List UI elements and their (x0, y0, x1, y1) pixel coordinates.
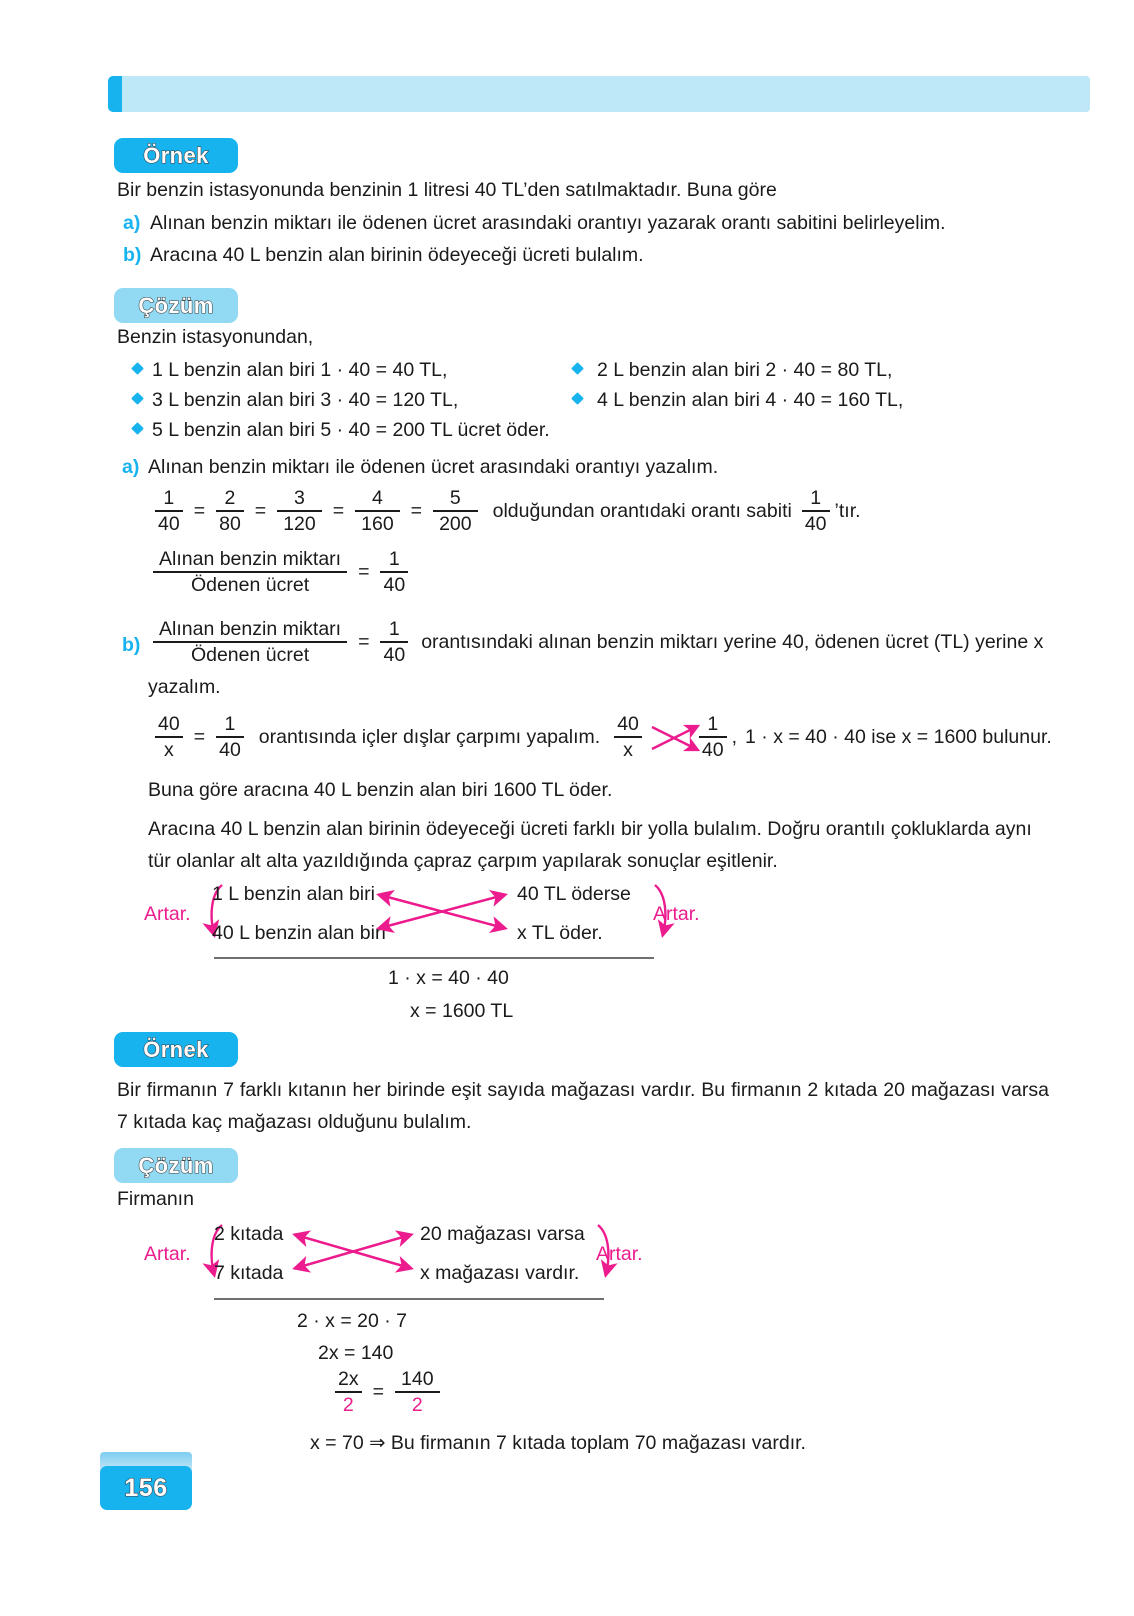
equals-sign: = (193, 500, 206, 523)
solution1-a-text: Alınan benzin miktarı ile ödenen ücret arasındaki orantıyı yazalım. (148, 456, 719, 478)
bullet-diamond-icon (131, 422, 144, 435)
cross-comma: , (731, 726, 738, 749)
fraction-1-40: $\frac{1}{40}$ (380, 617, 408, 667)
solution1-conclusion: Buna göre aracına 40 L benzin alan biri 1600 TL öder. (148, 779, 613, 801)
example1-intro: Bir benzin istasyonunda benzinin 1 litresi 40 TL’den satılmaktadır. Buna göre (117, 179, 777, 201)
header-bar-fill (122, 76, 1090, 112)
fraction-2-80: $\frac{2}{80}$ (216, 486, 244, 536)
fraction-40-x-cross: $\frac{40}{x}$ (614, 712, 642, 762)
diagram1-top-left: 1 L benzin alan biri (212, 883, 375, 905)
solution1-cross-row (150, 713, 1052, 763)
badge-ornek-1: Örnek (114, 138, 238, 173)
fraction-140-over-2: $\frac{140}{2}$ (395, 1367, 440, 1417)
solution1-bullet-3: 3 L benzin alan biri 3 · 40 = 120 TL, (152, 389, 459, 411)
fraction-word-ratio: $\frac{\text{Alınan benzin miktarı}}{\text{Ödenen ücret}}$ (153, 617, 347, 667)
diagram2-cross-arrows-icon (288, 1224, 418, 1286)
fraction-1-40: $\frac{1}{40}$ (216, 712, 244, 762)
bullet-diamond-icon (131, 392, 144, 405)
fraction-2x-over-2: $\frac{2x}{2}$ (335, 1367, 362, 1417)
example1-a-text: Alınan benzin miktarı ile ödenen ücret arasındaki orantıyı yazarak orantı sabitini belirleyelim. (150, 212, 946, 234)
diagram2-rule (214, 1298, 604, 1300)
fraction-3-120: $\frac{3}{120}$ (277, 486, 322, 536)
diagram1-bottom-left: 40 L benzin alan biri (212, 922, 386, 944)
solution1-bullet-5: 5 L benzin alan biri 5 · 40 = 200 TL ücret öder. (152, 419, 550, 441)
solution1-a-label: a) (122, 456, 140, 478)
solution2-eq1: 2 · x = 20 · 7 (297, 1310, 408, 1332)
fraction-constant: $\frac{1}{40}$ (802, 486, 830, 536)
diagram2-top-left: 2 kıtada (214, 1223, 284, 1245)
section-header-bar (108, 76, 1090, 112)
equals-sign: = (358, 631, 370, 654)
bullet-diamond-icon (131, 362, 144, 375)
diagram1-eq2: x = 1600 TL (410, 1000, 514, 1022)
diagram1-rule (214, 957, 654, 959)
diagram2-bottom-right: x mağazası vardır. (420, 1262, 580, 1284)
solution1-bullet-1: 1 L benzin alan biri 1 · 40 = 40 TL, (152, 359, 448, 381)
diagram1-artar-left: Artar. (144, 903, 191, 925)
proportion-diagram-1 (140, 878, 720, 958)
solution2-eq2: 2x = 140 (318, 1342, 394, 1364)
equals-sign: = (358, 561, 370, 584)
proportion-diagram-2 (140, 1218, 680, 1298)
fraction-1-40-cross: $\frac{1}{40}$ (699, 712, 727, 762)
solution1-explanation: Aracına 40 L benzin alan birinin ödeyeceği ücreti farklı bir yolla bulalım. Doğru orantılı çokluklarda aynı tür olanlar alt alta yazıldığında çapraz çarpım yapılarak sonuçlar eşitlenir. (148, 818, 1032, 872)
solution1-lead: Benzin istasyonundan, (117, 326, 314, 348)
ratio-chain-suffix: ’tır. (834, 500, 861, 523)
diagram2-artar-left: Artar. (144, 1243, 191, 1265)
fraction-40-x: $\frac{40}{x}$ (155, 712, 183, 762)
diagram2-artar-right: Artar. (596, 1243, 643, 1265)
diagram1-cross-arrows-icon (372, 884, 512, 946)
solution1-ratio-chain (150, 487, 861, 537)
fraction-1-40: $\frac{1}{40}$ (380, 547, 408, 597)
equals-sign: = (193, 726, 206, 749)
solution2-final: x = 70 ⇒ Bu firmanın 7 kıtada toplam 70 mağazası vardır. (310, 1432, 806, 1454)
bullet-diamond-icon (571, 392, 584, 405)
diagram1-bottom-right: x TL öder. (517, 922, 603, 944)
badge-cozum-1: Çözüm (114, 288, 238, 323)
badge-ornek-2: Örnek (114, 1032, 238, 1067)
example1-b-text: Aracına 40 L benzin alan birinin ödeyeceği ücreti bulalım. (150, 244, 644, 266)
ratio-chain-tail: olduğundan orantıdaki orantı sabiti (492, 500, 792, 523)
diagram1-eq1: 1 · x = 40 · 40 (388, 967, 509, 989)
fraction-5-200: $\frac{5}{200}$ (433, 486, 478, 536)
equals-sign: = (410, 500, 423, 523)
solution2-eq3 (330, 1368, 445, 1418)
cross-result-text: 1 · x = 40 · 40 ise x = 1600 bulunur. (745, 726, 1052, 749)
solution1-b-label: b) (122, 634, 141, 656)
cross-multiply-arrows (647, 716, 705, 760)
example1-b-label: b) (123, 244, 142, 266)
page-number: 156 (100, 1466, 192, 1510)
page-number-badge (100, 1452, 192, 1518)
example1-a-label: a) (123, 212, 141, 234)
equals-sign: = (254, 500, 267, 523)
solution1-word-fraction (148, 548, 413, 598)
badge-cozum-2: Çözüm (114, 1148, 238, 1183)
diagram1-artar-right: Artar. (653, 903, 700, 925)
example2-text: Bir firmanın 7 farklı kıtanın her birinde eşit sayıda mağazası vardır. Bu firmanın 2 kıtada 20 mağazası varsa 7 kıtada kaç mağazası olduğunu bulalım. (117, 1079, 1049, 1133)
diagram1-top-right: 40 TL öderse (517, 883, 631, 905)
fraction-4-160: $\frac{4}{160}$ (355, 486, 400, 536)
equals-sign: = (372, 1381, 384, 1404)
bullet-diamond-icon (571, 362, 584, 375)
solution1-bullet-2: 2 L benzin alan biri 2 · 40 = 80 TL, (597, 359, 893, 381)
cross-x-arrows-icon (647, 716, 705, 760)
solution1-b-text2: yazalım. (148, 676, 221, 698)
diagram2-bottom-left: 7 kıtada (214, 1262, 284, 1284)
fraction-word-ratio: $\frac{\text{Alınan benzin miktarı}}{\text{Ödenen ücret}}$ (153, 547, 347, 597)
solution1-bullet-4: 4 L benzin alan biri 4 · 40 = 160 TL, (597, 389, 904, 411)
solution1-b-text: orantısındaki alınan benzin miktarı yerine 40, ödenen ücret (TL) yerine x (421, 631, 1044, 654)
equals-sign: = (332, 500, 345, 523)
fraction-1-40: $\frac{1}{40}$ (155, 486, 183, 536)
diagram2-top-right: 20 mağazası varsa (420, 1223, 585, 1245)
solution1-b-fraction (148, 618, 1043, 668)
cross-middle-text: orantısında içler dışlar çarpımı yapalım. (258, 726, 601, 749)
solution2-lead: Firmanın (117, 1188, 194, 1210)
